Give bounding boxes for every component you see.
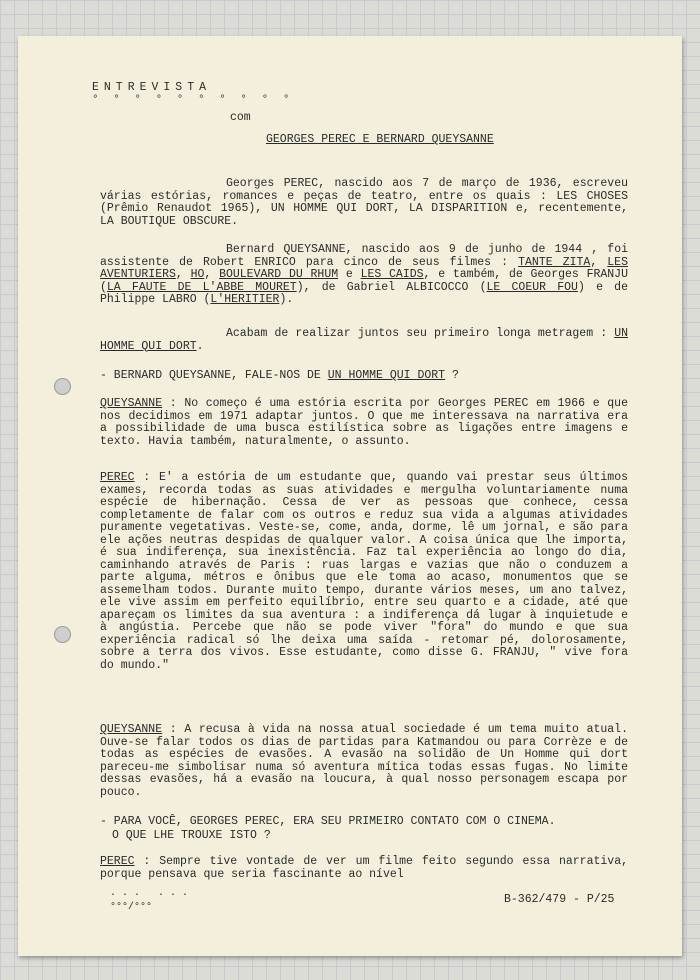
intro-perec: Georges PEREC, nascido aos 7 de março de 1936, escreveu várias estórias, romances e peças de teatro, entre os quais : LES CHOSES (Prêmio Renaudot 1965), UN HOMME QUI DORT, LA DISPARITION e, recentemente, LA BOUTIQUE OBSCURE.: [100, 177, 628, 228]
speaker-name: QUEYSANNE: [100, 397, 163, 410]
text-span: :: [162, 397, 185, 410]
punch-hole: [54, 378, 71, 395]
intro-acabam: [100, 328, 628, 353]
text-span: :: [134, 471, 159, 484]
speaker-name: PEREC: [100, 471, 135, 484]
text-span: , e também, de Georges FRANJU (: [100, 268, 628, 294]
answer-text: E' a estória de um estudante que, quando vai prestar seus últimos exames, recorda todas as suas atividades e mergulha voluntariamente numa espécie de hibernação. Cessa de ver as pessoas que conhece, cessa completamente de falar com os outros e reduz sua vida a algumas atividades puramente vegetativas. Veste-se, come, anda, dorme, lê um jornal, e são para ele ações neutras despidas de qualquer valor. A coisa única que lhe importa, é sua indiferença, sua inexistência. Faz tal experiência ao longo do dia, caminhando através de Paris : ruas largas e vazias que não o conduzem a parte alguma, métros e ônibus que ele toma ao acaso, monumentos que se assemelham todos. Durante muito tempo, durante vários meses, um ano talvez, ele vive assim em perfeito equilíbrio, entre seu quarto e a cidade, até que apareçam os limites da sua aventura : a indiferença dá lugar à inquietude e à angústia. Percebe que não se pode viver "fora" do mundo e que sua experiência radical só lhe deixa uma saída - retomar pé, dolorosamente, sobre a terra dos vivos. Esse estudante, como disse G. FRANJU, " vive fora do mundo.": [100, 471, 628, 672]
text-span: .: [196, 339, 204, 353]
text-span: ).: [279, 293, 294, 306]
answer-perec-1: [100, 472, 628, 672]
film-title: UN HOMME QUI DORT: [100, 327, 628, 353]
film-title: UN HOMME QUI DORT: [327, 369, 446, 382]
header-label: ENTREVISTA: [92, 81, 212, 94]
page-title: GEORGES PEREC E BERNARD QUEYSANNE: [266, 133, 494, 146]
text-span: e: [338, 268, 361, 281]
continuation-mark: °°°/°°°: [110, 902, 153, 913]
continuation-dots: . . . . . .: [110, 888, 189, 899]
film-title: LES CAIDS: [360, 268, 424, 281]
punch-hole: [54, 626, 71, 643]
answer-text: Sempre tive vontade de ver um filme feito segundo essa narrativa, porque pensava que seria fascinante ao nível: [100, 855, 628, 881]
answer-text: A recusa à vida na nossa atual sociedade é um tema muito atual. Ouve-se falar todos os dias de partidas para Katmandou ou para Corrèze e de todas as espécies de evasões. A evasão na solidão de Un Homme qui dort pareceu-me simbolisar numa só aventura mítica todas essas fugas. No limite dessas evasões, há a evasão na loucura, à qual nosso personagem escapa por pouco.: [100, 723, 628, 799]
question-1: [100, 370, 459, 382]
question-2-line2: O QUE LHE TROUXE ISTO ?: [112, 829, 271, 842]
answer-text: No começo é uma estória escrita por Georges PEREC em 1966 e que nos decidimos em 1971 adaptar juntos. O que me interessava na narrativa era a possibilidade de uma busca estilística sobre as ligações entre imagens e texto. Havia também, naturalmente, o assunto.: [100, 397, 628, 448]
page-reference: B-362/479 - P/25: [504, 893, 615, 906]
film-title: BOULEVARD DU RHUM: [219, 268, 339, 281]
text-span: :: [162, 723, 185, 736]
text-span: :: [134, 855, 160, 868]
text-span: Acabam de realizar juntos seu primeiro longa metragem :: [226, 327, 615, 340]
document-page: [18, 36, 682, 956]
film-title: TANTE ZITA: [518, 255, 591, 269]
speaker-name: PEREC: [100, 855, 135, 868]
film-title: L'HERITIER: [210, 293, 280, 306]
film-title: LE COEUR FOU: [486, 280, 578, 294]
film-title: LA FAUTE DE L'ABBE MOURET: [106, 280, 297, 294]
answer-perec-2: [100, 856, 628, 881]
text-span: ) e de Philippe LABRO (: [100, 280, 628, 306]
text-span: Bernard QUEYSANNE, nascido aos 9 de junho de 1944 , foi assistente de Robert ENRICO para cinco de seus filmes :: [100, 243, 628, 269]
text-span: - BERNARD QUEYSANNE, FALE-NOS DE: [100, 369, 328, 382]
film-title: LES AVENTURIERS: [100, 255, 628, 281]
text-span: ALBICOCCO: [406, 280, 469, 294]
header-com: com: [230, 111, 251, 124]
header-dots: ° ° ° ° ° ° ° ° ° °: [92, 94, 294, 106]
answer-queysanne-2: [100, 724, 628, 799]
text-span: ), de Gabriel: [296, 280, 407, 294]
text-span: (: [468, 280, 487, 294]
answer-queysanne-1: [100, 398, 628, 448]
intro-queysanne: Bernard QUEYSANNE, nascido aos 9 de junho de 1944 , foi assistente de Robert ENRICO para cinco de seus filmes : TANTE ZITA, LES AVENTURIERS, HO, BOULEVARD DU RHUM e LES CAIDS, e também, de Georges FRANJU (LA FAUTE DE L'ABBE MOURET), de Gabriel ALBICOCCO (LE COEUR FOU) e de Philippe LABRO (L'HERITIER).: [100, 243, 628, 306]
text-span: ?: [445, 369, 459, 382]
speaker-name: QUEYSANNE: [100, 723, 163, 736]
film-title: HO: [190, 268, 205, 281]
question-2-line1: - PARA VOCÊ, GEORGES PEREC, ERA SEU PRIMEIRO CONTATO COM O CINEMA.: [100, 815, 556, 828]
